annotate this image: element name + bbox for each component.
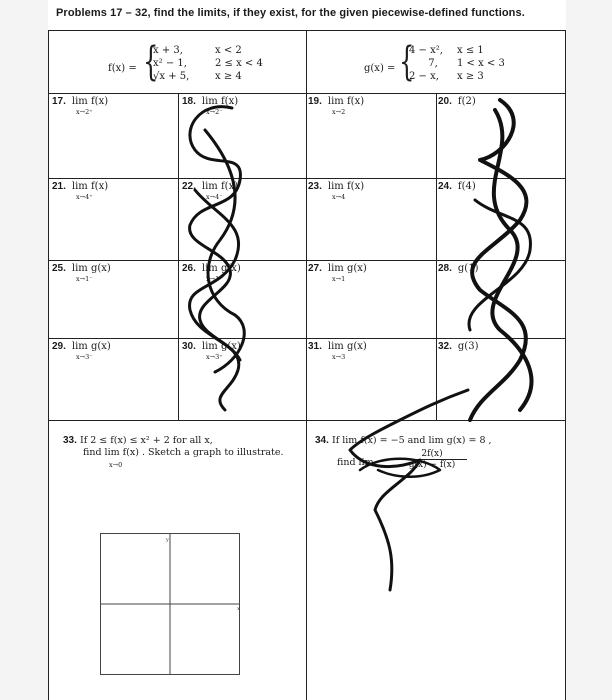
problem-31 bbox=[308, 341, 367, 361]
g-row-cond: x ≤ 1 bbox=[457, 45, 484, 56]
problem-19 bbox=[308, 96, 365, 116]
problem-30 bbox=[182, 341, 241, 361]
problem-27 bbox=[308, 263, 367, 283]
problem-number: 24. bbox=[438, 181, 452, 192]
problem-expression: lim f(x) bbox=[327, 96, 365, 107]
g-row-cond: x ≥ 3 bbox=[457, 71, 484, 82]
problem-33 bbox=[63, 435, 284, 469]
problem-expression: lim g(x) bbox=[71, 263, 111, 274]
problem-expression: g(1) bbox=[457, 263, 479, 274]
limit-subscript: x→3 bbox=[332, 353, 346, 361]
g-row-expr: 7, bbox=[428, 58, 438, 69]
fraction-denominator: g(x) − f(x) bbox=[408, 460, 456, 470]
problem-expression: lim g(x) bbox=[71, 341, 111, 352]
grid-line bbox=[48, 338, 566, 339]
limit-subscript: x→3⁺ bbox=[206, 353, 223, 361]
fraction bbox=[397, 449, 467, 470]
f-row-expr: x + 3, bbox=[153, 45, 183, 56]
problem-18 bbox=[182, 96, 239, 116]
problem-24 bbox=[438, 181, 476, 192]
problem-expression: lim g(x) bbox=[201, 263, 241, 274]
problem-33-line1: If 2 ≤ f(x) ≤ x² + 2 for all x, bbox=[79, 435, 213, 446]
f-row-expr: x² − 1, bbox=[153, 58, 187, 69]
limit-subscript: x→1⁻ bbox=[76, 275, 93, 283]
problem-number: 30. bbox=[182, 341, 196, 352]
fraction-numerator: 2f(x) bbox=[397, 449, 467, 460]
left-brace: { bbox=[143, 39, 159, 85]
limit-subscript: x→4⁻ bbox=[206, 193, 223, 201]
limit-subscript: x→2⁺ bbox=[76, 108, 93, 116]
problem-number: 20. bbox=[438, 96, 452, 107]
g-row-expr: 4 − x², bbox=[409, 45, 443, 56]
grid-line bbox=[48, 93, 566, 94]
grid-line bbox=[48, 30, 566, 31]
problem-number: 18. bbox=[182, 96, 196, 107]
problem-21 bbox=[52, 181, 109, 201]
problem-number: 22. bbox=[182, 181, 196, 192]
grid-line bbox=[48, 260, 566, 261]
problem-expression: g(3) bbox=[457, 341, 479, 352]
problem-number: 25. bbox=[52, 263, 66, 274]
grid-line bbox=[48, 178, 566, 179]
problem-29 bbox=[52, 341, 111, 361]
limit-subscript: x→2 bbox=[332, 108, 346, 116]
problem-number: 21. bbox=[52, 181, 66, 192]
x-axis-label: x bbox=[237, 606, 240, 612]
problem-20 bbox=[438, 96, 476, 107]
g-row-expr: 2 − x, bbox=[409, 71, 439, 82]
problem-25 bbox=[52, 263, 111, 283]
problem-number: 29. bbox=[52, 341, 66, 352]
problem-number: 32. bbox=[438, 341, 452, 352]
problem-expression: lim g(x) bbox=[201, 341, 241, 352]
grid-line bbox=[48, 30, 49, 700]
problem-number: 31. bbox=[308, 341, 322, 352]
problem-expression: f(2) bbox=[457, 96, 476, 107]
problem-number: 34. bbox=[315, 435, 329, 446]
grid-line bbox=[436, 93, 437, 420]
y-axis-label: y bbox=[166, 537, 169, 543]
problem-32 bbox=[438, 341, 478, 352]
f-definition bbox=[108, 39, 288, 87]
problem-number: 17. bbox=[52, 96, 66, 107]
g-name: g(x) = bbox=[364, 63, 396, 74]
problem-expression: lim f(x) bbox=[327, 181, 365, 192]
problem-34-line1: If lim f(x) = −5 and lim g(x) = 8 , bbox=[331, 435, 492, 446]
problem-number: 26. bbox=[182, 263, 196, 274]
f-row-cond: x ≥ 4 bbox=[215, 71, 242, 82]
problem-23 bbox=[308, 181, 365, 201]
problem-number: 23. bbox=[308, 181, 322, 192]
problem-number: 33. bbox=[63, 435, 77, 446]
problem-expression: lim g(x) bbox=[327, 263, 367, 274]
problem-expression: lim f(x) bbox=[71, 96, 109, 107]
problem-33-line2: find lim f(x) . Sketch a graph to illustrate. bbox=[83, 447, 284, 458]
problem-expression: lim f(x) bbox=[201, 96, 239, 107]
g-definition bbox=[364, 39, 544, 87]
problem-26 bbox=[182, 263, 241, 283]
sketch-axes bbox=[100, 533, 240, 675]
screen-margin bbox=[566, 0, 612, 700]
grid-line bbox=[306, 30, 307, 700]
f-row-cond: x < 2 bbox=[215, 45, 242, 56]
limit-subscript: x→3⁻ bbox=[76, 353, 93, 361]
problem-expression: lim g(x) bbox=[327, 341, 367, 352]
limit-subscript: x→2⁻ bbox=[206, 108, 223, 116]
problem-28 bbox=[438, 263, 478, 274]
g-row-cond: 1 < x < 3 bbox=[457, 58, 505, 69]
f-name: f(x) = bbox=[108, 63, 137, 74]
page-title: Problems 17 – 32, find the limits, if they exist, for the given piecewise-defined functions. bbox=[56, 7, 525, 19]
grid-line bbox=[48, 420, 566, 421]
left-brace: { bbox=[399, 39, 415, 85]
problem-expression: lim f(x) bbox=[71, 181, 109, 192]
problem-expression: lim f(x) bbox=[201, 181, 239, 192]
limit-subscript: x→1 bbox=[332, 275, 346, 283]
limit-subscript: x→4 bbox=[332, 193, 346, 201]
limit-subscript: x→4⁺ bbox=[76, 193, 93, 201]
problem-17 bbox=[52, 96, 109, 116]
problem-number: 19. bbox=[308, 96, 322, 107]
limit-subscript: x→0 bbox=[109, 461, 123, 469]
f-row-expr: √x + 5, bbox=[153, 71, 190, 82]
problem-number: 27. bbox=[308, 263, 322, 274]
grid-line bbox=[178, 93, 179, 420]
limit-subscript: x→1⁺ bbox=[206, 275, 223, 283]
problem-expression: f(4) bbox=[457, 181, 476, 192]
problem-34 bbox=[315, 435, 492, 469]
problem-34-line2: find lim bbox=[337, 457, 374, 468]
problem-22 bbox=[182, 181, 239, 201]
f-row-cond: 2 ≤ x < 4 bbox=[215, 58, 263, 69]
problem-number: 28. bbox=[438, 263, 452, 274]
